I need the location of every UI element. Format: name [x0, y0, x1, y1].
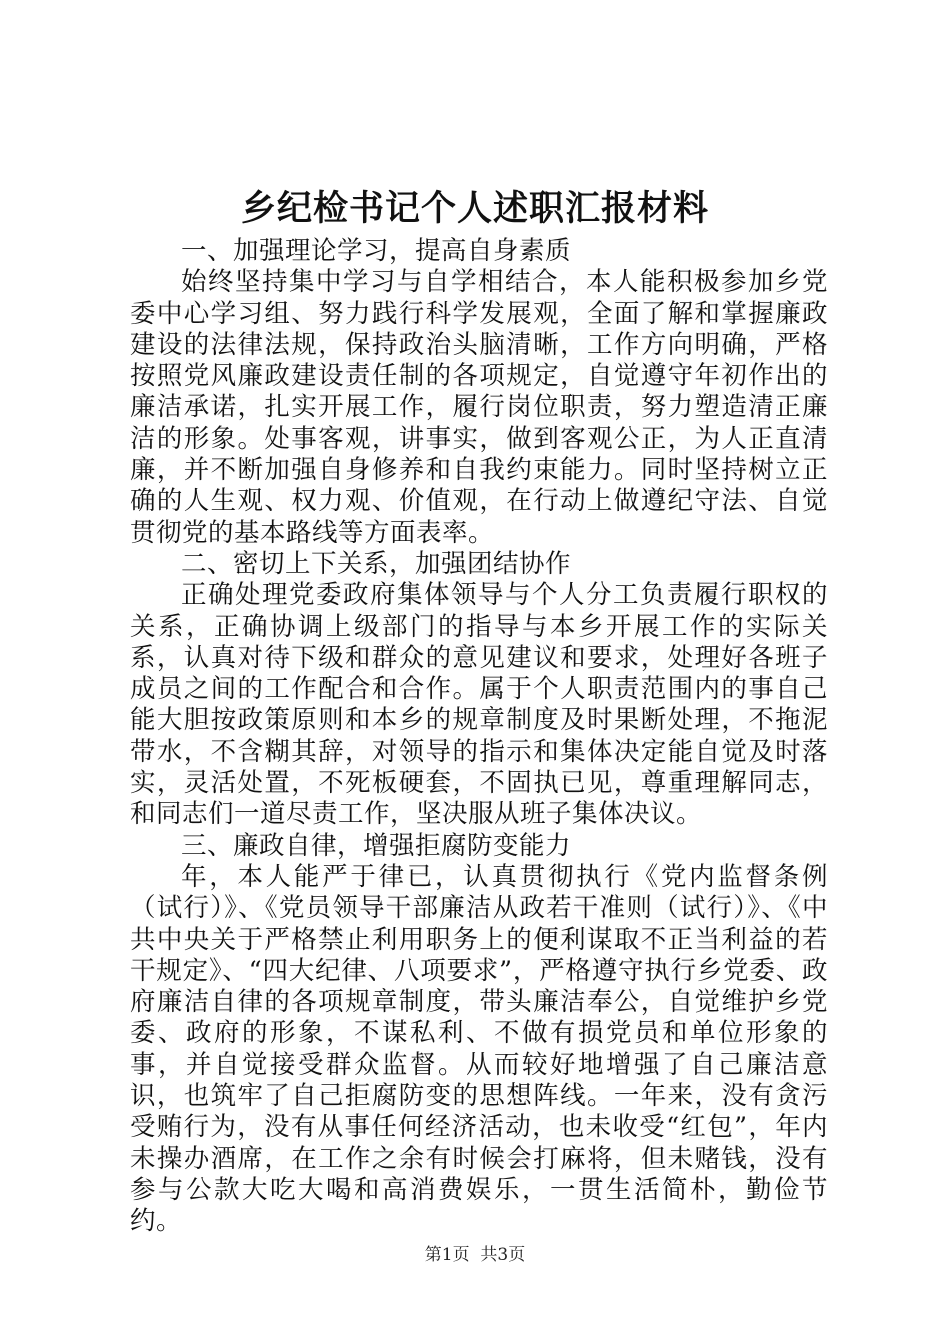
page-footer	[0, 1244, 950, 1266]
document-title: 乡纪检书记个人述职汇报材料	[240, 188, 709, 229]
page-number: 第1页 共3页	[424, 1245, 526, 1265]
section-heading-2: 二、密切上下关系，加强团结协作	[181, 548, 572, 579]
paragraph-3: 年，本人能严于律已，认真贯彻执行《党内监督条例（试行）》、《党员领导干部廉洁从政若干准则（试行）》、《中共中央关于严格禁止利用职务上的便利谋取不正当利益的若干规定》、“四大纪律、八项要求”，严格遵守执行乡党委、政府廉洁自律的各项规章制度，带头廉洁奉公，自觉维护乡党委、政府的形象，不谋私利、不做有损党员和单位形象的事，并自觉接受群众监督。从而较好地增强了自己廉洁意识，也筑牢了自己拒腐防变的思想阵线。一年来，没有贪污受贿行为，没有从事任何经济活动，也未收受“红包”，年内未操办酒席，在工作之余有时候会打麻将，但未赌钱，没有参与公款大吃大喝和高消费娱乐，一贯生活简朴，勤俭节约。	[130, 861, 828, 1237]
paragraph-1: 始终坚持集中学习与自学相结合，本人能积极参加乡党委中心学习组、努力践行科学发展观，全面了解和掌握廉政建设的法律法规，保持政治头脑清晰，工作方向明确，严格按照党风廉政建设责任制的各项规定，自觉遵守年初作出的廉洁承诺，扎实开展工作，履行岗位职责，努力塑造清正廉洁的形象。处事客观，讲事实，做到客观公正，为人正直清廉，并不断加强自身修养和自我约束能力。同时坚持树立正确的人生观、权力观、价值观，在行动上做遵纪守法、自觉贯彻党的基本路线等方面表率。	[130, 267, 828, 548]
section-heading-3: 三、廉政自律，增强拒腐防变能力	[181, 830, 572, 861]
paragraph-2: 正确处理党委政府集体领导与个人分工负责履行职权的关系，正确协调上级部门的指导与本乡开展工作的实际关系，认真对待下级和群众的意见建议和要求，处理好各班子成员之间的工作配合和合作。属于个人职责范围内的事自己能大胆按政策原则和本乡的规章制度及时果断处理，不拖泥带水，不含糊其辞，对领导的指示和集体决定能自觉及时落实，灵活处置，不死板硬套，不固执已见，尊重理解同志，和同志们一道尽责工作，坚决服从班子集体决议。	[130, 580, 828, 830]
document-body	[130, 236, 828, 1238]
section-heading-1: 一、加强理论学习，提高自身素质	[181, 236, 572, 266]
